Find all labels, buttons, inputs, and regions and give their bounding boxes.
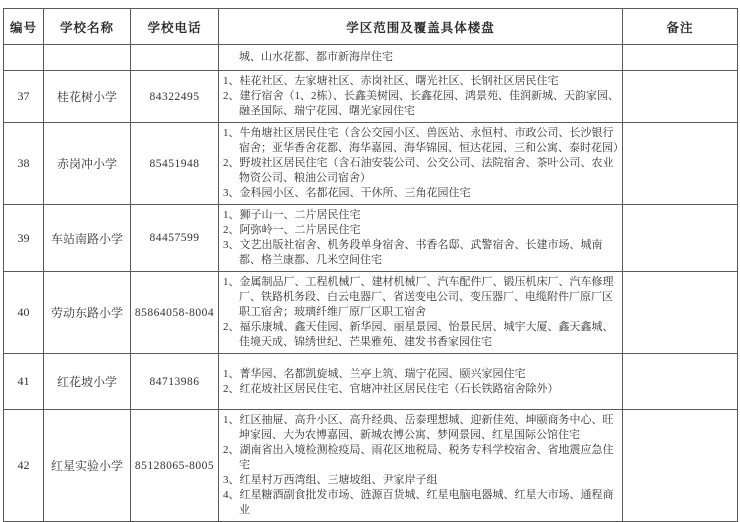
school-number: 40 <box>4 272 44 354</box>
district-cell <box>219 410 623 522</box>
school-number: 41 <box>4 354 44 410</box>
table-row <box>4 205 738 272</box>
district-item: 3、文艺出版社宿舍、机务段单身宿舍、书香名邸、武警宿舍、长建市场、城南都、格兰康都、几米空间住宅 <box>223 239 603 266</box>
remark-cell <box>623 71 738 123</box>
continuation-row <box>4 45 738 71</box>
school-phone: 84457599 <box>131 205 219 272</box>
table-row <box>4 354 738 410</box>
district-item: 1、牛角塘社区居民住宅（含公交园小区、兽医站、永恒村、市政公司、长沙银行宿舍；亚华香舍花都、海华嘉园、海华锦园、恒达花园、三和公寓、泰时花园） <box>223 127 624 154</box>
remark-cell <box>623 205 738 272</box>
empty-name-cell <box>44 45 131 71</box>
header-school-name: 学校名称 <box>44 9 131 45</box>
district-item: 3、金科园小区、名都花园、干休所、三角花园住宅 <box>223 187 471 199</box>
school-name: 车站南路小学 <box>44 205 131 272</box>
district-item: 2、红花坡社区居民住宅、官塘冲社区居民住宅（石长铁路宿舍除外） <box>223 382 559 395</box>
district-continuation-text: 城、山水花都、都市新海岸住宅 <box>239 51 393 63</box>
district-cell <box>219 354 623 410</box>
remark-cell <box>623 410 738 522</box>
district-item: 1、金属制品厂、工程机械厂、建材机械厂、汽车配件厂、锻压机床厂、汽车修理厂、铁路机务段、白云电器厂、省送变电公司、变压器厂、电缆附件厂原厂区职工宿舍；玻璃纤维厂原厂区职工宿舍 <box>223 276 614 318</box>
school-phone: 84713986 <box>131 354 219 410</box>
school-name: 赤岗冲小学 <box>44 123 131 205</box>
district-cell <box>219 45 623 71</box>
table-header-row <box>4 9 738 45</box>
table-row <box>4 71 738 123</box>
remark-cell <box>623 272 738 354</box>
school-name: 红星实验小学 <box>44 410 131 522</box>
remark-cell <box>623 354 738 410</box>
header-number: 编号 <box>4 9 44 45</box>
school-name: 桂花树小学 <box>44 71 131 123</box>
table-row <box>4 123 738 205</box>
district-item: 2、阿弥岭一、二片居民住宅 <box>223 224 361 236</box>
empty-number-cell <box>4 45 44 71</box>
header-remark: 备注 <box>623 9 738 45</box>
school-number: 39 <box>4 205 44 272</box>
school-phone: 85864058-8004 <box>131 272 219 354</box>
header-school-phone: 学校电话 <box>131 9 219 45</box>
district-item: 1、菁华园、名都凯旋城、兰亭上筑、瑞宁花园、颐兴家园住宅 <box>223 367 526 380</box>
district-item: 2、福乐康城、鑫天佳园、新华园、丽星景园、怡景民居、城宇大厦、鑫天鑫城、佳境天成、锦绣世纪、芒果雅苑、建发书香家园住宅 <box>223 321 614 348</box>
district-item: 2、野坡社区居民住宅（含石油安装公司、公交公司、法院宿舍、茶叶公司、农业物资公司、粮油公司宿舍） <box>223 157 614 184</box>
header-district-range: 学区范围及覆盖具体楼盘 <box>219 9 623 45</box>
district-cell <box>219 205 623 272</box>
school-number: 38 <box>4 123 44 205</box>
school-phone: 85128065-8005 <box>131 410 219 522</box>
school-district-table <box>3 8 738 522</box>
district-item: 2、建行宿舍（1、2栋）、长鑫美树园、长鑫花园、鸿景苑、佳润新城、天韵家园、融圣国际、瑞宁花园、曙光家园住宅 <box>223 90 619 117</box>
district-item: 2、湖南省出入境检测检疫局、雨花区地税局、税务专科学校宿舍、省地震应急住宅 <box>223 444 614 471</box>
school-name: 红花坡小学 <box>44 354 131 410</box>
district-cell <box>219 272 623 354</box>
school-phone: 84322495 <box>131 71 219 123</box>
district-item: 1、桂花社区、左家塘社区、赤岗社区、曙光社区、长钢社区居民住宅 <box>223 75 559 87</box>
district-cell <box>219 123 623 205</box>
table-row <box>4 272 738 354</box>
table-row <box>4 410 738 522</box>
school-phone: 85451948 <box>131 123 219 205</box>
school-number: 42 <box>4 410 44 522</box>
district-item: 3、红星村万西湾组、三塘坡组、尹家岸子组 <box>223 474 438 486</box>
district-cell <box>219 71 623 123</box>
remark-cell <box>623 123 738 205</box>
district-item: 4、红星糖酒副食批发市场、涟源百货城、红星电脑电器城、红星大市场、通程商业 <box>223 489 614 516</box>
remark-cell <box>623 45 738 71</box>
district-item: 1、红区抽屉、高升小区、高升经典、岳泰理想城、迎新佳苑、坤颐商务中心、旺坤家园、大为农博嘉园、新城农博公寓、梦网景园、红星国际公馆住宅 <box>223 414 614 441</box>
school-number: 37 <box>4 71 44 123</box>
school-name: 劳动东路小学 <box>44 272 131 354</box>
empty-phone-cell <box>131 45 219 71</box>
district-item: 1、狮子山一、二片居民住宅 <box>223 209 361 221</box>
